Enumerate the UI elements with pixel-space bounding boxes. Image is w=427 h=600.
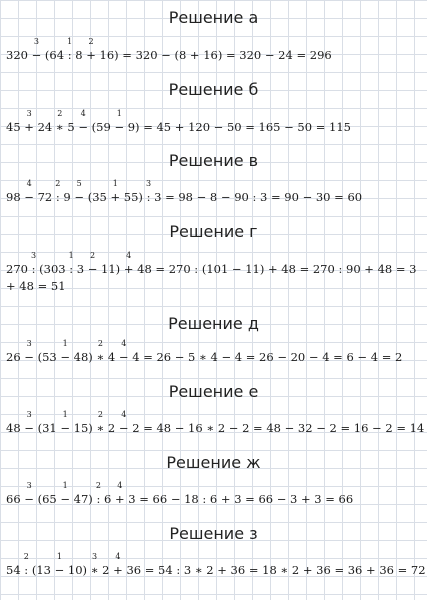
ordered-operator: − 2: [87, 251, 98, 276]
equation-text: 36 = 54 : 3 ∗ 2 + 36 = 18 ∗ 2 + 36 = 36 + 36 = 72: [122, 563, 426, 577]
solution-equation: [6, 179, 363, 204]
equation-text: 48: [6, 421, 25, 435]
equation-text: (64: [41, 48, 68, 62]
ordered-operator: − 4: [118, 339, 129, 364]
ordered-operator: + 4: [114, 481, 125, 506]
equation-text: 8: [71, 48, 87, 62]
equation-text: 9) = 45 + 120 − 50 = 165 − 50 = 115: [124, 120, 351, 134]
ordered-operator: ∗ 2: [96, 339, 105, 364]
operation-order-number: 3: [33, 37, 39, 46]
ordered-operator: ∗ 3: [90, 552, 99, 577]
equation-text: 5: [63, 120, 79, 134]
solution-title: Решение з: [169, 524, 258, 543]
operation-order-number: 1: [62, 410, 68, 419]
ordered-operator: − 4: [118, 410, 129, 435]
equation-text: 54: [6, 563, 25, 577]
operation-order-number: 1: [62, 339, 68, 348]
operation-order-number: 4: [121, 410, 127, 419]
equation-text: (59: [88, 120, 115, 134]
ordered-operator: − 3: [24, 481, 34, 506]
ordered-operator: + 2: [86, 37, 96, 62]
ordered-operator: + 4: [123, 251, 134, 276]
ordered-operator: − 3: [24, 339, 34, 364]
equation-text: 45: [6, 120, 25, 134]
solution-equation-continued: [6, 279, 66, 293]
solution-title: Решение б: [168, 80, 259, 99]
equation-text: 16) = 320 − (8 + 16) = 320 − 24 = 296: [95, 48, 332, 62]
solution-title: Решение г: [169, 222, 258, 241]
ordered-operator: : 1: [67, 37, 73, 62]
operation-order-number: 2: [95, 481, 101, 490]
solution-title: Решение в: [168, 151, 259, 170]
operation-order-number: 3: [145, 179, 152, 188]
solution-equation: [6, 410, 425, 435]
ordered-operator: + 3: [24, 109, 34, 134]
ordered-operator: − 1: [54, 552, 65, 577]
equation-text: (13: [28, 563, 55, 577]
ordered-operator: : 2: [55, 179, 61, 204]
equation-text: 270: [6, 262, 32, 276]
ordered-operator: − 1: [60, 410, 71, 435]
operation-order-number: 4: [26, 179, 32, 188]
operation-order-number: 4: [121, 339, 127, 348]
equation-text: (303: [35, 262, 70, 276]
operation-order-number: 2: [88, 37, 94, 46]
ordered-operator: : 2: [23, 552, 29, 577]
equation-text: 3 = 98 − 8 − 90 : 3 = 90 − 30 = 60: [150, 190, 363, 204]
operation-order-number: 1: [116, 109, 122, 118]
equation-text: 72: [33, 190, 56, 204]
solution-equation: [6, 339, 403, 364]
operation-order-number: 2: [97, 339, 103, 348]
operation-order-number: 3: [26, 481, 32, 490]
equation-text: 3: [73, 262, 88, 276]
equation-text: 10): [64, 563, 91, 577]
operation-order-number: 1: [56, 552, 62, 561]
equation-text: (53: [33, 350, 61, 364]
equation-text: 3 = 66 − 18 : 6 + 3 = 66 − 3 + 3 = 66: [124, 492, 354, 506]
equation-text: 24: [33, 120, 56, 134]
operation-order-number: 3: [31, 251, 37, 260]
ordered-operator: : 1: [68, 251, 74, 276]
solution-equation: [6, 481, 354, 506]
operation-order-number: 1: [67, 37, 73, 46]
ordered-operator: − 3: [31, 37, 42, 62]
operation-order-number: 1: [62, 481, 68, 490]
equation-text: 26: [6, 350, 25, 364]
operation-order-number: 3: [26, 109, 32, 118]
solution-title: Решение е: [168, 382, 259, 401]
equation-text: 6: [100, 492, 115, 506]
operation-order-number: 1: [112, 179, 118, 188]
solution-equation: [6, 552, 426, 577]
equation-text: 98: [6, 190, 25, 204]
equation-text: 4: [104, 350, 119, 364]
operation-order-number: 4: [115, 552, 121, 561]
operation-order-number: 3: [92, 552, 98, 561]
ordered-operator: − 1: [60, 339, 71, 364]
ordered-operator: − 4: [78, 109, 88, 134]
equation-text: 2: [104, 421, 119, 435]
solution-equation: [6, 37, 332, 62]
operation-order-number: 2: [23, 552, 29, 561]
equation-text: 47): [70, 492, 97, 506]
equation-text: (65: [33, 492, 61, 506]
equation-text: 11): [97, 262, 124, 276]
solution-title: Решение ж: [166, 453, 261, 472]
equation-text: 9: [59, 190, 75, 204]
ordered-operator: − 3: [24, 410, 34, 435]
operation-order-number: 3: [26, 339, 32, 348]
equation-text: 4 = 26 − 5 ∗ 4 − 4 = 26 − 20 − 4 = 6 − 4 = 2: [128, 350, 403, 364]
solution-equation: [6, 109, 351, 134]
operation-order-number: 4: [117, 481, 123, 490]
equation-text: 15): [70, 421, 97, 435]
operation-order-number: 4: [80, 109, 86, 118]
operation-order-number: 2: [57, 109, 63, 118]
ordered-operator: : 2: [95, 481, 101, 506]
equation-text: 320: [6, 48, 32, 62]
operation-order-number: 5: [76, 179, 82, 188]
ordered-operator: : 3: [145, 179, 152, 204]
equation-text: 48): [70, 350, 97, 364]
ordered-operator: ∗ 2: [96, 410, 105, 435]
ordered-operator: − 1: [60, 481, 71, 506]
equation-text: 48 = 270 : (101 − 11) + 48 = 270 : 90 + 48 = 3: [133, 262, 417, 276]
operation-order-number: 3: [26, 410, 32, 419]
equation-text: (35: [84, 190, 111, 204]
operation-order-number: 2: [90, 251, 96, 260]
operation-order-number: 2: [55, 179, 61, 188]
operation-order-number: 2: [97, 410, 103, 419]
operation-order-number: 4: [126, 251, 132, 260]
equation-text: 55): [120, 190, 147, 204]
equation-text: (31: [33, 421, 61, 435]
solution-equation: [6, 251, 417, 276]
equation-text: 2: [98, 563, 114, 577]
ordered-operator: + 1: [110, 179, 121, 204]
equation-text: 66: [6, 492, 25, 506]
equation-text: 2 = 48 − 16 ∗ 2 − 2 = 48 − 32 − 2 = 16 − 2 = 14: [128, 421, 425, 435]
solution-title: Решение д: [168, 314, 259, 333]
operation-order-number: 1: [68, 251, 74, 260]
ordered-operator: − 5: [74, 179, 85, 204]
equation-text: + 48 = 51: [6, 279, 66, 293]
ordered-operator: − 4: [24, 179, 34, 204]
ordered-operator: − 1: [114, 109, 125, 134]
ordered-operator: + 4: [113, 552, 123, 577]
ordered-operator: : 3: [31, 251, 37, 276]
solution-title: Решение а: [168, 8, 259, 27]
ordered-operator: ∗ 2: [55, 109, 64, 134]
